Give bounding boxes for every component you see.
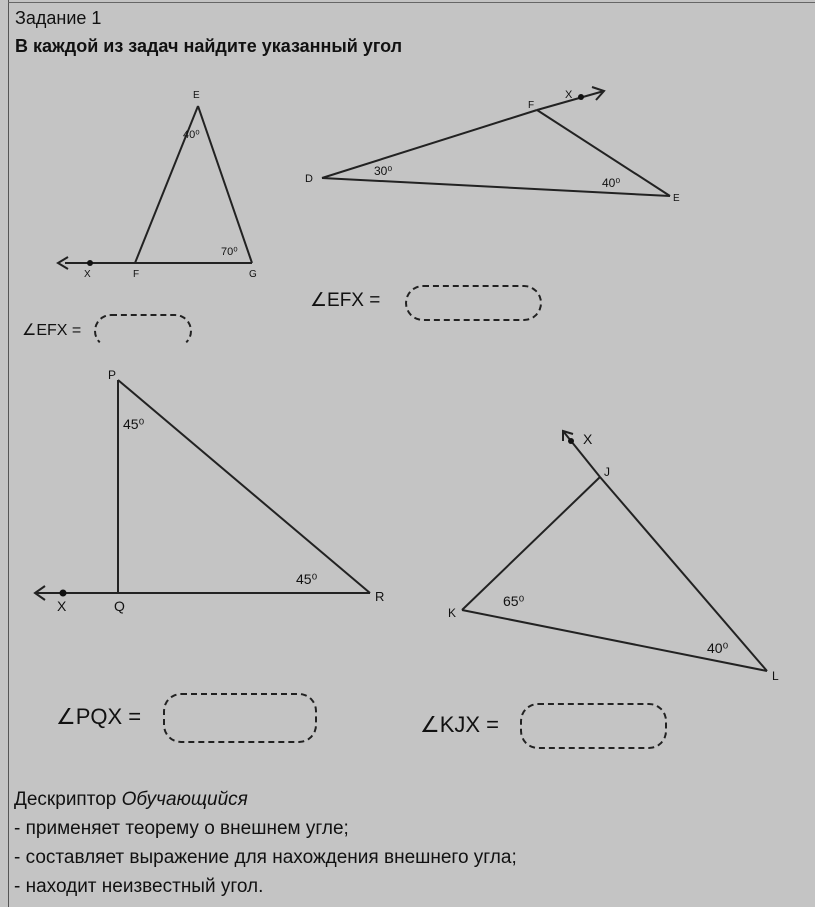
label-l: L <box>772 669 779 683</box>
label-e: E <box>673 193 680 204</box>
label-e: E <box>193 90 200 101</box>
answer-input-kjx[interactable] <box>520 703 667 749</box>
answer-label-efx-1: ∠EFX = <box>22 322 82 339</box>
angle-label-l: 40⁰ <box>707 640 729 656</box>
figure-1-triangle <box>58 106 252 269</box>
label-d: D <box>305 173 313 185</box>
point-x-1 <box>87 260 93 266</box>
label-k: K <box>448 606 457 620</box>
answer-input-efx-1[interactable] <box>94 314 192 348</box>
label-r: R <box>375 589 385 604</box>
label-p: P <box>108 368 117 382</box>
descriptor-subject: Обучающийся <box>121 789 248 810</box>
answer-input-pqx[interactable] <box>163 693 317 743</box>
label-x: X <box>565 89 573 101</box>
label-j: J <box>604 465 610 479</box>
descriptor-item: - находит неизвестный угол. <box>14 876 264 897</box>
point-x-3 <box>60 590 67 597</box>
task-instruction: В каждой из задач найдите указанный угол <box>15 36 403 56</box>
label-x: X <box>57 598 67 614</box>
angle-label-e: 40⁰ <box>602 176 621 190</box>
label-x: X <box>84 269 91 280</box>
figure-4-triangle <box>462 431 767 671</box>
angle-label-g: 70⁰ <box>221 246 238 258</box>
descriptor-heading <box>14 785 248 814</box>
label-f: F <box>133 269 140 280</box>
angle-label-p: 45⁰ <box>123 416 145 432</box>
task-title: Задание 1 <box>15 8 102 28</box>
angle-label-d: 30⁰ <box>374 164 393 178</box>
angle-label-k: 65⁰ <box>503 593 525 609</box>
answer-label-pqx: ∠PQX = <box>56 704 142 729</box>
point-x-4 <box>568 438 574 444</box>
descriptor-item: - применяет теорему о внешнем угле; <box>14 818 349 839</box>
label-g: G <box>249 269 257 280</box>
answer-label-efx-2: ∠EFX = <box>310 290 381 311</box>
label-f: F <box>528 100 535 111</box>
descriptor-prefix: Дескриптор <box>14 789 122 810</box>
label-x: X <box>583 431 593 447</box>
figure-3-triangle <box>35 380 370 600</box>
answer-input-efx-2[interactable] <box>405 285 542 321</box>
angle-label-e: 40⁰ <box>183 129 200 141</box>
label-q: Q <box>114 598 125 614</box>
answer-label-kjx: ∠KJX = <box>420 712 500 737</box>
point-x-2 <box>578 94 584 100</box>
angle-label-r: 45⁰ <box>296 571 318 587</box>
descriptor-item: - составляет выражение для нахождения внешнего угла; <box>14 847 517 868</box>
